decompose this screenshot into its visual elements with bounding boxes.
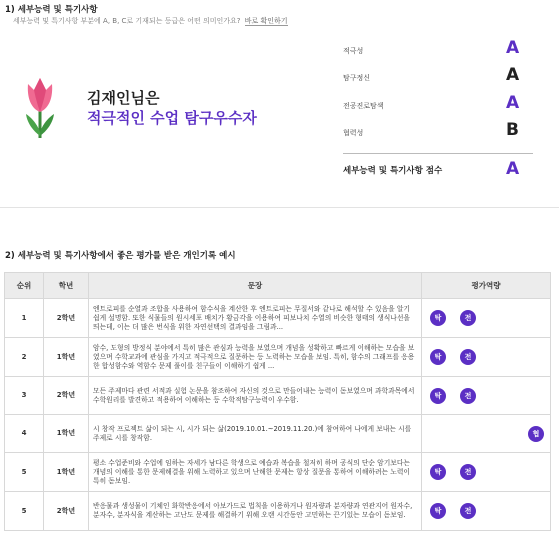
rank-cell: 1: [5, 299, 44, 338]
tulip-icon: [24, 74, 56, 140]
header-competency: 평가역량: [422, 273, 551, 299]
grade-cell: 2학년: [44, 377, 89, 415]
student-name-line: 김재인님은: [87, 89, 160, 107]
grade-value: A: [506, 93, 520, 113]
competency-badge: 전: [460, 388, 476, 404]
competency-badge: 탁: [430, 503, 446, 519]
competency-cell: [422, 492, 551, 531]
rank-cell: 5: [5, 492, 44, 531]
grade-row-activeness: [343, 40, 533, 60]
competency-badge: 협: [528, 426, 544, 442]
grade-value: B: [506, 120, 519, 140]
grade-divider: [343, 153, 533, 154]
grade-cell: 1학년: [44, 415, 89, 453]
competency-badge: 전: [460, 464, 476, 480]
rank-cell: 3: [5, 377, 44, 415]
competency-cell: [422, 299, 551, 338]
check-now-link[interactable]: 바로 확인하기: [244, 17, 288, 25]
table-row: [5, 338, 551, 377]
sentence-cell: 엔트로피를 순열과 조합을 사용하여 함수식을 계산한 후 엔트로피는 무질서와 같나로 해석할 수 있음을 알기 쉽게 설명함. 또한 식물들의 원시세포 배치가 황금각을 이용하여 피보나치 수열의 비슷한 형태의 생식나선을 띄는데, 이는 더 많은 번식을 위한 자연선택의 결과임을 그림과...: [89, 299, 422, 338]
grade-cell: 1학년: [44, 338, 89, 377]
competency-badge: 전: [460, 310, 476, 326]
table-row: [5, 299, 551, 338]
grade-row-career: [343, 95, 533, 115]
table-row: [5, 415, 551, 453]
table-row: [5, 492, 551, 531]
grade-label: 전공진로탐색: [343, 102, 384, 110]
sentence-cell: 모든 주제마다 관련 서적과 실험 논문을 참조하여 자신의 것으로 만들어내는 능력이 돋보였으며 과학과목에서 수학원리를 발견하고 적용하여 이해하는 등 수학적탐구능력이 우수함.: [89, 377, 422, 415]
competency-badge: 전: [460, 503, 476, 519]
competency-cell: [422, 453, 551, 492]
header-grade: 학년: [44, 273, 89, 299]
total-score-label: 세부능력 및 특기사항 점수: [343, 166, 443, 176]
total-score-value: A: [506, 159, 520, 179]
competency-cell: [422, 415, 551, 453]
sentence-cell: 시 창작 프로젝트 삶이 되는 시, 시가 되는 삶(2019.10.01.~2019.11.20.)에 참여하여 나에게 보내는 시를 주제로 시를 창작함.: [89, 415, 422, 453]
section1-title: 1) 세부능력 및 특기사항: [5, 5, 98, 15]
grade-label: 적극성: [343, 47, 364, 55]
grade-meaning-question: 세부능력 및 특기사항 부분에 A, B, C로 기재되는 등급은 어떤 의미인가요?: [13, 17, 241, 25]
competency-badge: 탁: [430, 388, 446, 404]
table-row: [5, 453, 551, 492]
grade-value: A: [506, 65, 520, 85]
grade-value: A: [506, 38, 520, 58]
section-divider: [0, 207, 559, 208]
grade-cell: 1학년: [44, 453, 89, 492]
records-table: [4, 272, 551, 531]
rank-cell: 2: [5, 338, 44, 377]
section2-title: 2) 세부능력 및 특기사항에서 좋은 평가를 받은 개인기록 예시: [5, 251, 236, 261]
grade-cell: 2학년: [44, 492, 89, 531]
competency-badge: 탁: [430, 464, 446, 480]
competency-cell: [422, 377, 551, 415]
competency-cell: [422, 338, 551, 377]
grade-row-inquiry: [343, 67, 533, 87]
grade-label: 협력성: [343, 129, 364, 137]
student-type-line: 적극적인 수업 탐구우수자: [87, 109, 257, 127]
rank-cell: 4: [5, 415, 44, 453]
header-rank: 순위: [5, 273, 44, 299]
competency-badge: 전: [460, 349, 476, 365]
grade-meaning-note: [13, 16, 288, 26]
grade-cell: 2학년: [44, 299, 89, 338]
header-sentence: 문장: [89, 273, 422, 299]
sentence-cell: 반응물과 생성물이 기체인 화학반응에서 아보가드로 법칙을 이용하거나 원자량과 분자량과 연관지어 원자수, 분자수, 분자식을 계산하는 고난도 문제를 해결하기 위해 오랜 시간동안 고민하는 끈기있는 모습이 돋보임.: [89, 492, 422, 531]
grade-row-cooperation: [343, 122, 533, 142]
rank-cell: 5: [5, 453, 44, 492]
grade-label: 탐구정신: [343, 74, 371, 82]
competency-badge: 탁: [430, 349, 446, 365]
table-row: [5, 377, 551, 415]
sentence-cell: 평소 수업준비와 수업에 임하는 자세가 남다른 학생으로 예습과 복습을 철저히 하며 공식의 단순 암기보다는 개념의 이해를 통한 문제해결을 위해 노력하고 있으며 난해한 문제는 항상 질문을 통하여 이해하려는 노력이 특히 돋보임.: [89, 453, 422, 492]
sentence-cell: 암수, 도형의 방정식 분야에서 특히 많은 관심과 능력을 보였으며 개념을 성확하고 빠르게 이해하는 모습을 보였으며 수학교과에 관심을 가지고 적극적으로 질문하는 등 노력하는 모습을 보임. 특히, 함수의 그래프를 응용한 합성함수와 역함수 문제 풀이를 친구들이 이해하기 쉽게 ...: [89, 338, 422, 377]
table-header-row: [5, 273, 551, 299]
competency-badge: 탁: [430, 310, 446, 326]
